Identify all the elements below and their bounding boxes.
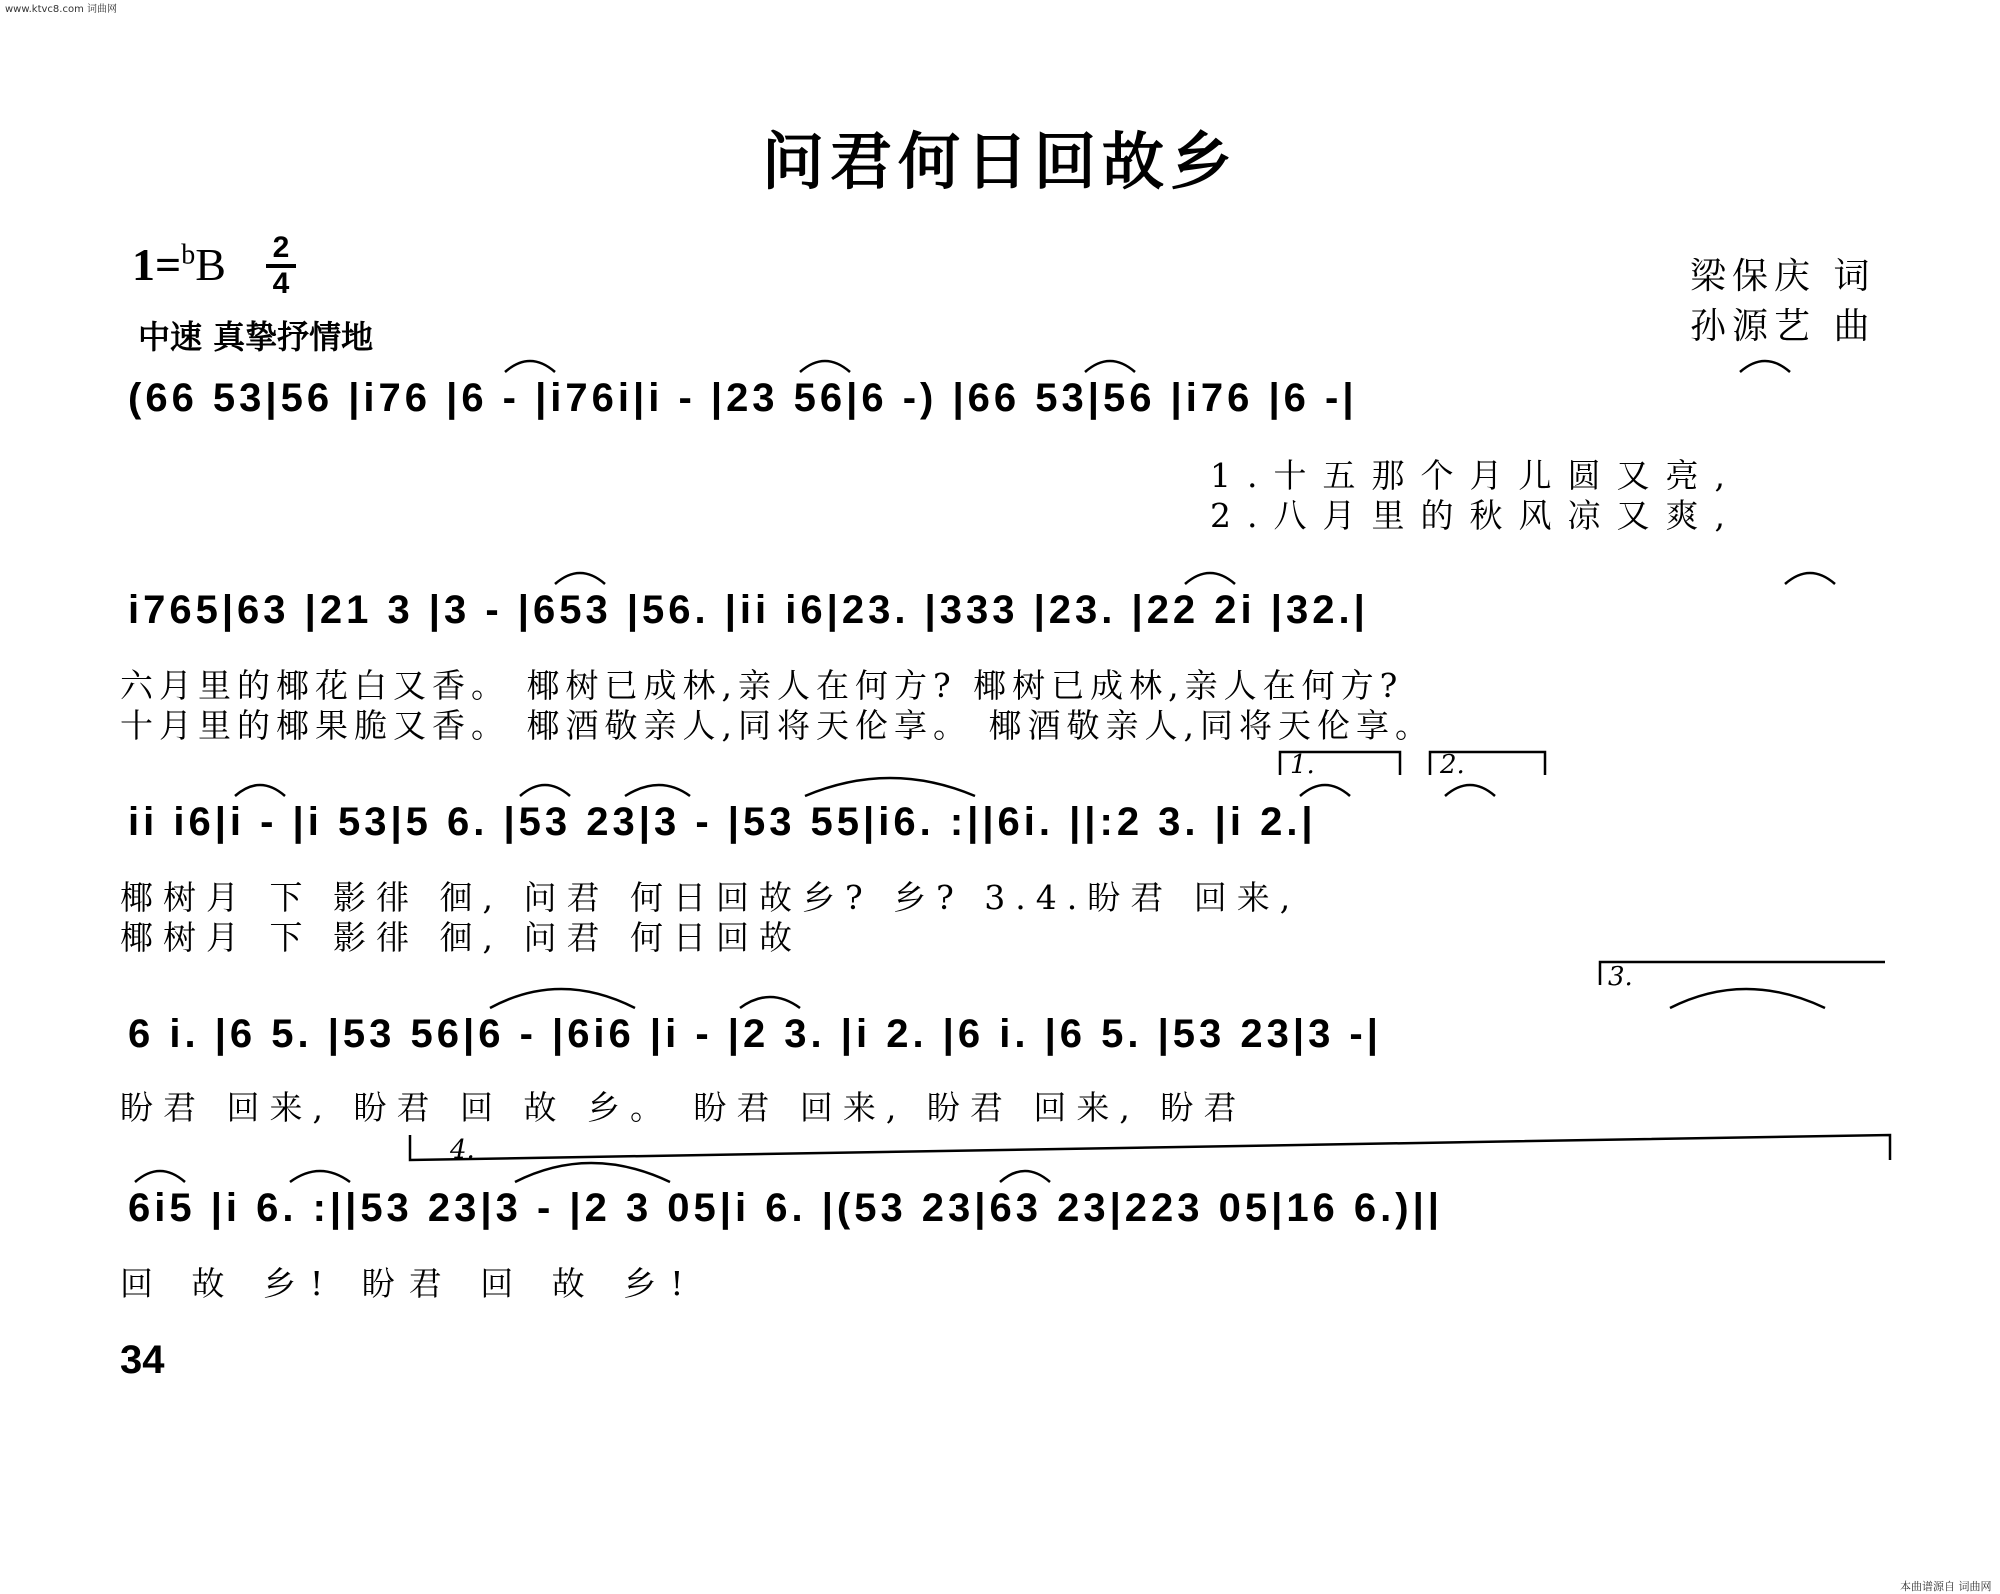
- slur: [490, 989, 635, 1008]
- volta-label-2: 2.: [1440, 750, 1465, 780]
- lyrics-row-4: 盼君 回来, 盼君 回 故 乡。 盼君 回来, 盼君 回来, 盼君: [120, 1088, 1247, 1127]
- volta-label-3: 3.: [1608, 962, 1633, 992]
- slur: [505, 361, 555, 372]
- lyrics-row-3-verse-2: 椰树月 下 影徘 徊, 问君 何日回故: [120, 918, 802, 957]
- composer-credit: 孙源艺 曲: [1690, 306, 1876, 347]
- flat-sign: b: [181, 239, 196, 271]
- lyrics-row-2-verse-1: 六月里的椰花白又香。 椰树已成林,亲人在何方? 椰树已成林,亲人在何方?: [120, 666, 1404, 705]
- slur: [235, 785, 285, 796]
- footer-watermark: 本曲谱源自 词曲网: [1900, 1580, 1992, 1593]
- notation-row-1: (66 53|56 |i76 |6 - |i76i|i - |23 56|6 -) |66 53|56 |i76 |6 -|: [128, 376, 1358, 420]
- slur: [1185, 573, 1235, 584]
- slur: [1670, 989, 1825, 1008]
- lyrics-row-3-verse-1: 椰树月 下 影徘 徊, 问君 何日回故乡? 乡? 3.4.盼君 回来,: [120, 878, 1301, 917]
- slur: [1300, 785, 1350, 796]
- time-signature-bottom: 4: [272, 267, 290, 300]
- lyrics-row-5: 回 故 乡! 盼君 回 故 乡!: [120, 1264, 698, 1303]
- song-title: 问君何日回故乡: [761, 125, 1238, 198]
- lyrics-row-1-verse-2: 2.八月里的秋风凉又爽,: [1210, 496, 1741, 535]
- slur: [135, 1171, 185, 1182]
- slur: [1740, 361, 1790, 372]
- slur: [515, 1163, 670, 1182]
- volta-label-1: 1.: [1290, 750, 1315, 780]
- key-prefix: 1=: [132, 239, 182, 290]
- slur: [1445, 785, 1495, 796]
- slur: [520, 785, 570, 796]
- lyrics-row-2-verse-2: 十月里的椰果脆又香。 椰酒敬亲人,同将天伦享。 椰酒敬亲人,同将天伦享。: [120, 706, 1434, 745]
- tempo-marking: 中速 真挚抒情地: [138, 318, 374, 356]
- notation-row-3: ii i6|i - |i 53|5 6. |53 23|3 - |53 55|i6. :||6i. ||:2 3. |i 2.|: [128, 800, 1317, 844]
- volta-label-4: 4.: [450, 1135, 475, 1165]
- volta-bracket-4: [410, 1135, 1890, 1160]
- time-signature-top: 2: [272, 231, 290, 264]
- page-number: 34: [120, 1338, 165, 1382]
- key-note: B: [195, 239, 226, 290]
- lyrics-row-1-verse-1: 1.十五那个月儿圆又亮,: [1210, 456, 1741, 495]
- volta-bracket-3: [1600, 962, 1885, 985]
- notation-row-2: i765|63 |21 3 |3 - |653 |56. |ii i6|23. |333 |23. |22 2i |32.|: [128, 588, 1369, 632]
- slur: [290, 1171, 350, 1182]
- slur: [1785, 573, 1835, 584]
- lyricist-credit: 梁保庆 词: [1690, 256, 1876, 297]
- slur: [625, 785, 690, 796]
- slur: [555, 573, 605, 584]
- notation-row-5: 6i5 |i 6. :||53 23|3 - |2 3 05|i 6. |(53 23|63 23|223 05|16 6.)||: [128, 1186, 1443, 1230]
- notation-row-4: 6 i. |6 5. |53 56|6 - |6i6 |i - |2 3. |i 2. |6 i. |6 5. |53 23|3 -|: [128, 1012, 1382, 1056]
- source-watermark: www.ktvc8.com 词曲网: [5, 4, 118, 15]
- slur: [800, 361, 850, 372]
- slur: [805, 778, 975, 796]
- slur: [1000, 1171, 1050, 1182]
- slur: [740, 997, 800, 1008]
- slur: [1085, 361, 1135, 372]
